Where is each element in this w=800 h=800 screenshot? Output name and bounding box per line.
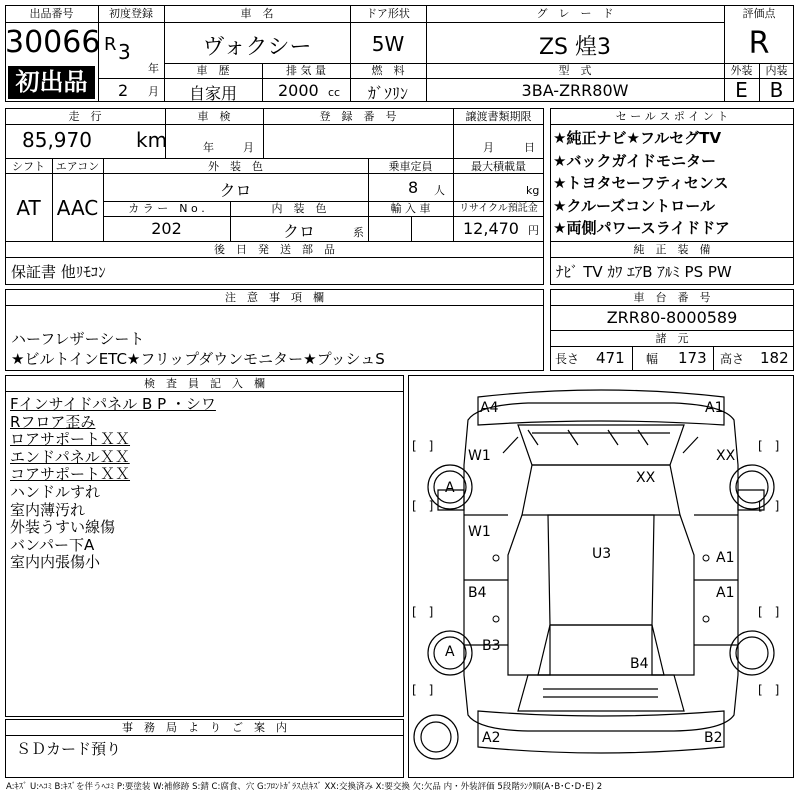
ext-color: クロ bbox=[219, 181, 252, 200]
inspection-month-unit: 月 bbox=[243, 141, 254, 154]
bracket-marker: [ ] bbox=[412, 683, 434, 697]
transfer-month-unit: 月 bbox=[483, 141, 494, 154]
mark-a4: A4 bbox=[480, 400, 499, 416]
grade: ZS 煌3 bbox=[538, 35, 612, 60]
mark-b2: B2 bbox=[704, 730, 723, 746]
chassis-number: ZRR80-8000589 bbox=[606, 308, 738, 327]
mark-w1-door: W1 bbox=[468, 524, 491, 540]
mark-a-left-front: A bbox=[445, 480, 455, 496]
later-parts-label: 後 日 発 送 部 品 bbox=[214, 243, 335, 256]
mileage-unit: km bbox=[136, 128, 168, 152]
int-color-unit: 系 bbox=[353, 226, 364, 239]
chassis-label: 車 台 番 号 bbox=[633, 291, 711, 304]
width-label: 幅 bbox=[646, 352, 659, 366]
displacement-unit: cc bbox=[328, 86, 341, 99]
max-load-label: 最大積載量 bbox=[471, 160, 526, 173]
car-name-label: 車 名 bbox=[240, 7, 274, 20]
model-code: 3BA-ZRR80W bbox=[521, 81, 629, 100]
inspection-label: 車 検 bbox=[197, 110, 231, 123]
sales-point-item: ★両側パワースライドドア bbox=[553, 219, 730, 237]
inspection-year-unit: 年 bbox=[203, 141, 214, 154]
capacity: 8 bbox=[408, 178, 419, 197]
max-load-unit: kg bbox=[526, 184, 540, 197]
int-color-label: 内 装 色 bbox=[271, 202, 327, 215]
year-unit: 年 bbox=[148, 62, 159, 75]
shift-label: シフト bbox=[12, 160, 45, 173]
mark-u3: U3 bbox=[592, 546, 612, 562]
bracket-marker: [ ] bbox=[758, 439, 780, 453]
mark-a1-top: A1 bbox=[705, 400, 724, 416]
aircon: AAC bbox=[56, 196, 99, 220]
history: 自家用 bbox=[188, 84, 237, 103]
mark-w1-left: W1 bbox=[468, 448, 491, 464]
history-label: 車 歴 bbox=[196, 64, 230, 77]
recycle-label: リサイクル預託金 bbox=[459, 203, 538, 214]
mark-b4-rear: B4 bbox=[630, 656, 649, 672]
month-unit: 月 bbox=[148, 85, 159, 98]
mark-b4-door: B4 bbox=[468, 585, 487, 601]
first-listing-badge: 初出品 bbox=[8, 66, 95, 99]
lot-number-label: 出品番号 bbox=[29, 7, 74, 20]
sales-point-item: ★バックガイドモニター bbox=[553, 151, 716, 170]
inspector-line: ハンドルすれ bbox=[10, 482, 101, 501]
door-label: ドア形状 bbox=[366, 7, 410, 20]
office-label: 事 務 局 よ り ご 案 内 bbox=[122, 721, 287, 734]
score-label: 評価点 bbox=[742, 7, 776, 20]
model-label: 型 式 bbox=[558, 64, 592, 77]
sales-points-label: セ ー ル ス ポ イ ン ト bbox=[615, 110, 729, 123]
car-name: ヴォクシー bbox=[202, 35, 312, 60]
mark-a1-door-2: A1 bbox=[716, 585, 735, 601]
bracket-marker: [ ] bbox=[412, 605, 434, 619]
bracket-marker: [ ] bbox=[412, 499, 434, 513]
inspector-line: Fインサイドパネル B P ・シワ bbox=[10, 395, 216, 413]
recycle-fee: 12,470 bbox=[463, 219, 519, 238]
lot-number: 30066 bbox=[5, 25, 101, 60]
transfer-deadline-label: 譲渡書類期限 bbox=[465, 110, 532, 123]
sales-point-item: ★トヨタセーフティセンス bbox=[553, 174, 729, 192]
bracket-marker: [ ] bbox=[758, 605, 780, 619]
shift: AT bbox=[16, 196, 41, 220]
aircon-label: エアコン bbox=[55, 160, 100, 173]
capacity-label: 乗車定員 bbox=[388, 160, 433, 173]
fuel-label: 燃 料 bbox=[371, 64, 405, 77]
mark-a-left-rear: A bbox=[445, 644, 455, 660]
inspector-notes bbox=[10, 396, 400, 572]
inspector-line: コアサポートＸＸ bbox=[10, 465, 131, 484]
mark-xx-right: XX bbox=[716, 448, 736, 464]
inspector-line: 室内薄汚れ bbox=[10, 500, 86, 519]
ext-color-label: 外 装 色 bbox=[208, 160, 263, 173]
door-type: 5W bbox=[371, 32, 405, 56]
inspector-line: ロアサポートＸＸ bbox=[10, 430, 131, 449]
inspector-line: バンパー下A bbox=[10, 535, 95, 554]
import-label: 輸 入 車 bbox=[390, 202, 431, 215]
int-color: クロ bbox=[282, 222, 315, 241]
genuine-equipment: ﾅﾋﾞ TV ｶﾜ ｴｱB ｱﾙﾐ PS PW bbox=[556, 263, 732, 281]
length-label: 長さ bbox=[555, 352, 580, 366]
interior-grade: B bbox=[769, 78, 784, 102]
width: 173 bbox=[678, 349, 707, 367]
notes-line-2: ★ビルトインETC★フリップダウンモニター★プッシュS bbox=[11, 350, 385, 368]
mark-xx-center: XX bbox=[636, 470, 656, 486]
mileage-label: 走 行 bbox=[68, 110, 102, 123]
office-note: ＳＤカード預り bbox=[16, 740, 122, 758]
score: R bbox=[748, 26, 770, 61]
color-no-label: カ ラ ー N o . bbox=[128, 202, 205, 215]
inspector-line: エンドパネルＸＸ bbox=[10, 447, 130, 466]
registration-year: 3 bbox=[118, 40, 131, 64]
inspector-line: Rフロア歪み bbox=[10, 412, 96, 431]
sales-point-item: ★クルーズコントロール bbox=[553, 196, 715, 215]
displacement: 2000 bbox=[278, 81, 319, 100]
length: 471 bbox=[596, 349, 625, 367]
notes-line-1: ハーフレザーシート bbox=[11, 330, 145, 348]
registration-month: 2 bbox=[118, 81, 129, 100]
bracket-marker: [ ] bbox=[412, 439, 434, 453]
dimensions-label: 諸 元 bbox=[655, 332, 689, 345]
fuel: ｶﾞｿﾘﾝ bbox=[367, 84, 408, 103]
recycle-unit: 円 bbox=[528, 224, 539, 237]
displacement-label: 排 気 量 bbox=[286, 64, 326, 77]
notes-label: 注 意 事 項 欄 bbox=[225, 291, 324, 304]
exterior-grade: E bbox=[735, 78, 748, 102]
bracket-marker: [ ] bbox=[758, 499, 780, 513]
interior-label: 内装 bbox=[765, 64, 788, 77]
inspector-label: 検 査 員 記 入 欄 bbox=[144, 377, 265, 390]
genuine-equipment-label: 純 正 装 備 bbox=[633, 243, 711, 256]
mark-a2: A2 bbox=[482, 730, 501, 746]
color-no: 202 bbox=[151, 219, 182, 238]
first-registration-label: 初度登録 bbox=[109, 7, 153, 20]
exterior-label: 外装 bbox=[730, 64, 753, 77]
sales-points-list bbox=[553, 127, 793, 240]
grade-label: グ レ ー ド bbox=[536, 7, 614, 20]
mileage: 85,970 bbox=[22, 128, 92, 152]
capacity-unit: 人 bbox=[434, 184, 445, 197]
bracket-marker: [ ] bbox=[758, 683, 780, 697]
sales-point-item: ★純正ナビ★フルセグTV bbox=[553, 129, 722, 147]
registration-era: R bbox=[104, 34, 117, 55]
reg-number-label: 登 録 番 号 bbox=[319, 110, 397, 123]
transfer-day-unit: 日 bbox=[524, 141, 535, 154]
legend-footer: A:ｷｽﾞ U:ﾍｺﾐ B:ｷｽﾞを伴うﾍｺﾐ P:要塗装 W:補修跡 S:錆 C:腐食、穴 G:ﾌﾛﾝﾄｶﾞﾗｽ点ｷｽﾞ XX:交換済み X:要交換 欠:欠品 内・外装評価 5段階ﾗﾝｸ順(A･B･C･D･E) 2 bbox=[6, 782, 603, 792]
inspector-line: 室内内張傷小 bbox=[10, 553, 101, 572]
height: 182 bbox=[760, 349, 789, 367]
mark-b3: B3 bbox=[482, 638, 501, 654]
height-label: 高さ bbox=[720, 352, 745, 366]
inspector-line: 外装うすい線傷 bbox=[10, 518, 116, 537]
mark-a1-door-1: A1 bbox=[716, 550, 735, 566]
car-diagram bbox=[408, 375, 794, 778]
later-parts: 保証書 他ﾘﾓｺﾝ bbox=[11, 263, 106, 281]
